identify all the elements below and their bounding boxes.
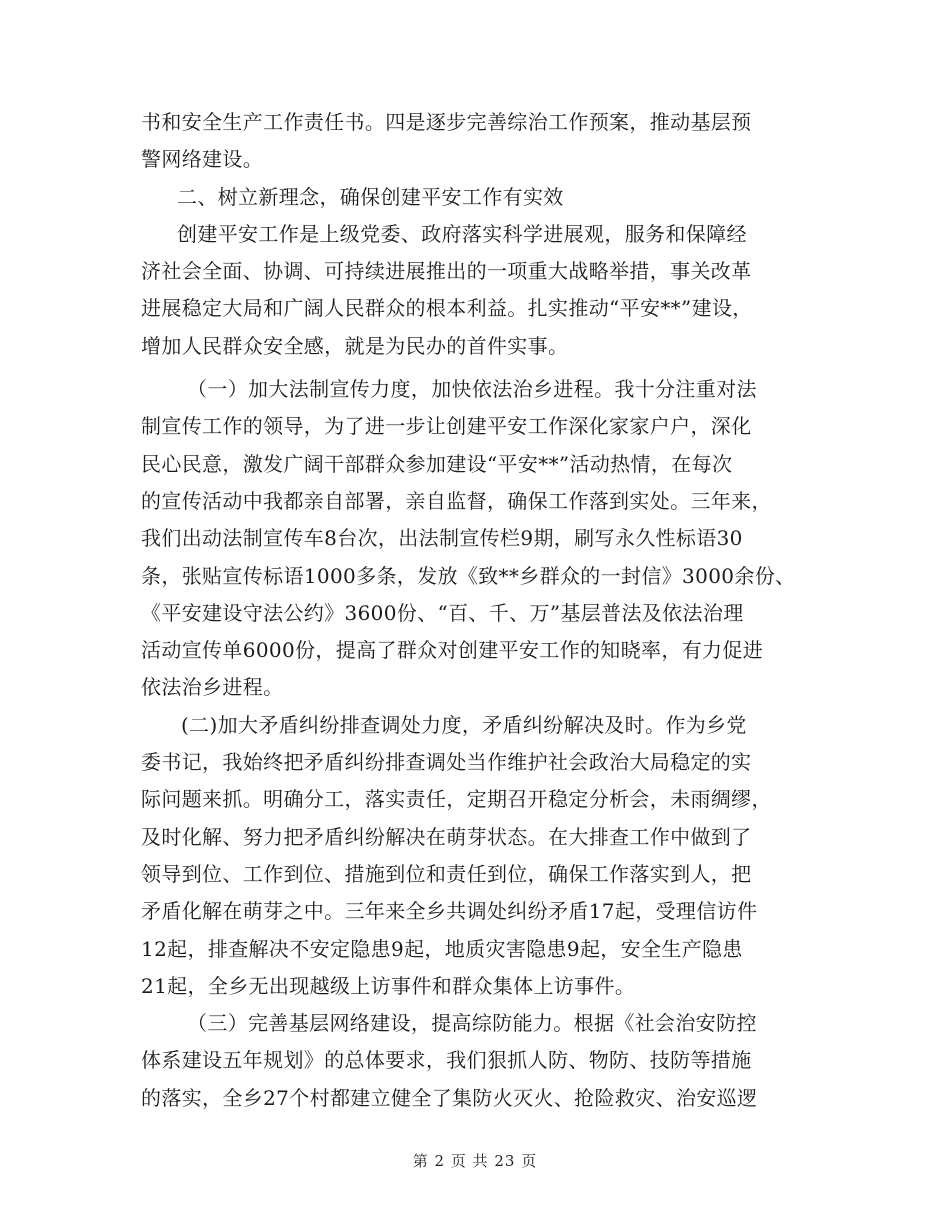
text-line: 委书记，我始终把矛盾纠纷排查调处当作维护社会政治大局稳定的实 [141,750,752,775]
text-line: 进展稳定大局和广阔人民群众的根本利益。扎实推动“平安**”建设， [141,296,753,321]
text-line: 12起，排查解决不安定隐患9起，地质灾害隐患9起，安全生产隐患 [141,936,743,961]
text-line: 制宣传工作的领导，为了进一步让创建平安工作深化家家户户，深化 [141,414,752,439]
heading-line: 二、树立新理念，确保创建平安工作有实效 [177,184,564,209]
paragraph-4 [141,707,813,1005]
text-line: 增加人民群众安全感，就是为民办的首件实事。 [141,333,569,358]
text-line: 警网络建设。 [141,147,264,172]
paragraph-1 [141,104,813,179]
text-line: 依法治乡进程。 [141,675,284,700]
text-line: 体系建设五年规划》的总体要求，我们狠抓人防、物防、技防等措施 [141,1048,752,1073]
text-line: 的宣传活动中我都亲自部署，亲自监督，确保工作落到实处。三年来， [141,488,772,513]
text-line: 书和安全生产工作责任书。四是逐步完善综治工作预案，推动基层预 [141,110,752,134]
paragraph-2 [141,216,813,365]
text-line: 矛盾化解在萌芽之中。三年来全乡共调处纠纷矛盾17起，受理信访件 [141,899,758,924]
document-body [141,104,813,1117]
text-line: 创建平安工作是上级党委、政府落实科学进展观，服务和保障经 [177,221,747,246]
paragraph-3 [141,371,813,707]
text-line: 活动宣传单6000份，提高了群众对创建平安工作的知晓率，有力促进 [141,638,764,663]
text-line: 我们出动法制宣传车8台次，出法制宣传栏9期，刷写永久性标语30 [141,526,743,551]
text-line: 21起，全乡无出现越级上访事件和群众集体上访事件。 [141,973,636,998]
text-line: 条，张贴宣传标语1000多条，发放《致**乡群众的一封信》3000余份、 [141,563,796,588]
text-line: 民心民意，激发广阔干部群众参加建设“平安**”活动热情，在每次 [141,451,733,476]
text-line: 《平安建设守法公约》3600份、“百、千、万”基层普法及依法治理 [141,600,744,625]
section-heading [141,179,813,216]
text-line: (二)加大矛盾纠纷排查调处力度，矛盾纠纷解决及时。作为乡党 [181,712,747,737]
paragraph-5 [141,1005,813,1117]
text-line: 及时化解、努力把矛盾纠纷解决在萌芽状态。在大排查工作中做到了 [141,824,752,849]
text-line: 济社会全面、协调、可持续进展推出的一项重大战略举措，事关改革 [141,259,752,284]
text-line: 的落实，全乡27个村都建立健全了集防火灭火、抢险救灾、治安巡逻 [141,1085,758,1110]
text-line: 领导到位、工作到位、措施到位和责任到位，确保工作落实到人，把 [141,861,752,886]
text-line: （三）完善基层网络建设，提高综防能力。根据《社会治安防控 [187,1011,757,1036]
page-footer: 第 2 页 共 23 页 [412,1152,538,1170]
text-line: （一）加大法制宣传力度，加快依法治乡进程。我十分注重对法 [187,377,757,402]
text-line: 际问题来抓。明确分工，落实责任，定期召开稳定分析会，未雨绸缪， [141,787,772,812]
